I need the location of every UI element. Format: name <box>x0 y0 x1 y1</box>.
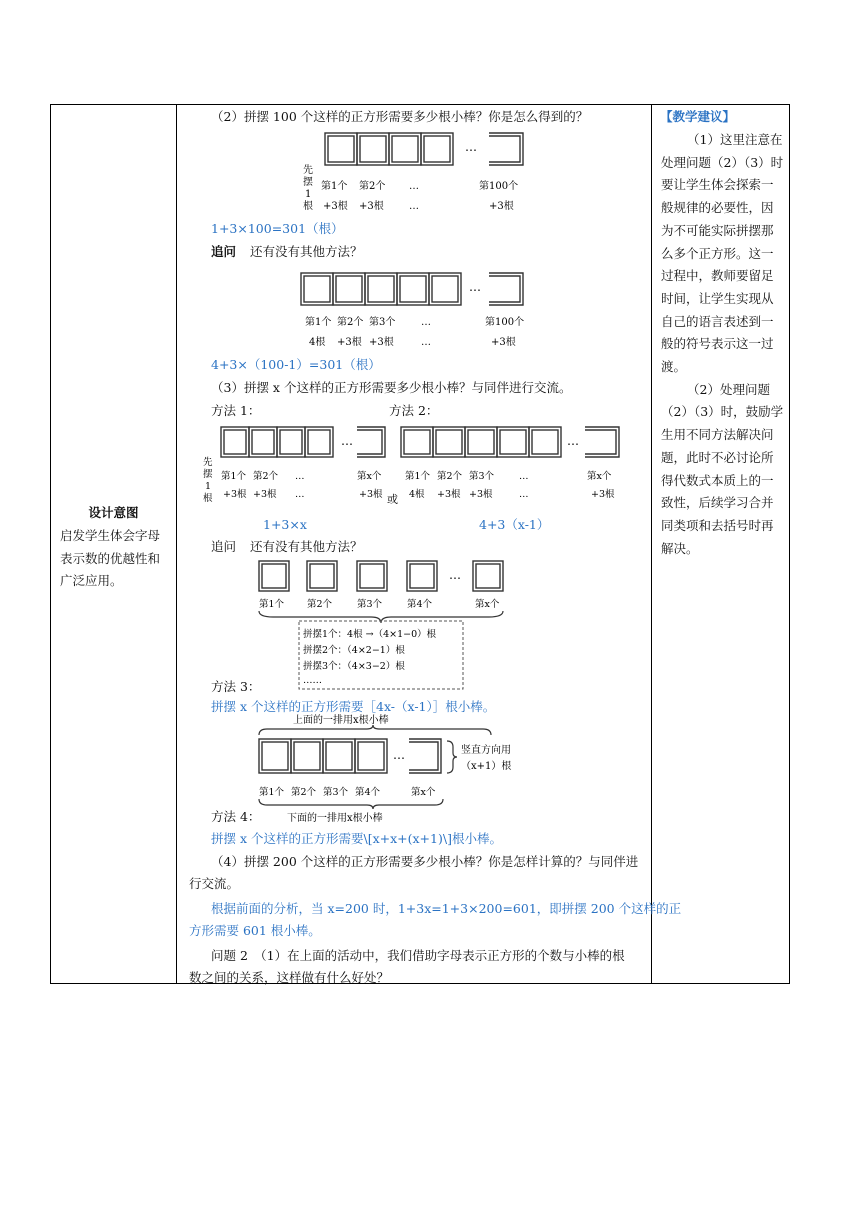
text-line: 得代数式本质上的一 <box>661 472 774 488</box>
count-label: 4根 <box>409 489 425 500</box>
text-line: 解决。 <box>661 540 699 556</box>
text-line: 广泛应用。 <box>60 573 123 588</box>
design-intent-body <box>60 525 160 593</box>
text-line: （1）这里注意在 <box>687 132 783 147</box>
top-row-label: 上面的一排用x根小棒 <box>293 715 389 726</box>
count-label: +3根 <box>491 337 516 348</box>
teaching-suggestion-para1 <box>661 129 783 560</box>
teaching-suggestion-column <box>652 105 791 983</box>
followup-label: 追问 <box>211 539 237 554</box>
count-label: +3根 <box>253 489 277 500</box>
figure-separate-squares <box>253 557 533 691</box>
text-line: 致性，后续学习合并 <box>661 495 774 511</box>
right-brace <box>447 741 457 773</box>
square-label: 第2个 <box>437 471 463 482</box>
design-intent-column <box>51 105 176 983</box>
question-3-text: （3）拼摆 x 个这样的正方形需要多少根小棒？与同伴进行交流。 <box>211 380 572 395</box>
expression-1: 1+3×x <box>263 517 307 532</box>
method-4-label: 方法 4： <box>211 809 261 824</box>
text-line: （4）拼摆 200 个这样的正方形需要多少根小棒？你是怎样计算的？与同伴进 <box>211 854 639 869</box>
square-label: 第3个 <box>369 317 396 328</box>
text-line: 处理问题（2）（3）时 <box>661 154 784 170</box>
method-2-label: 方法 2： <box>389 403 439 418</box>
square-label: 第1个 <box>305 317 332 328</box>
text-line: 自己的语言表述到一 <box>661 313 774 329</box>
count-label: +3根 <box>591 489 615 500</box>
box-line: 拼摆3个：（4×3−2）根 <box>303 661 405 672</box>
count-label: +3根 <box>323 201 348 212</box>
count-label: … <box>295 489 305 500</box>
text-line: 根据前面的分析，当 x=200 时，1+3x=1+3×200=601，即拼摆 200 个这样的正 <box>211 901 682 916</box>
text-line: 表示数的优越性和 <box>60 550 161 566</box>
side-label: 根 <box>303 201 313 212</box>
method-1-label: 方法 1： <box>211 403 261 418</box>
text-line: 为不可能实际拼摆那 <box>661 222 774 238</box>
square-label: 第2个 <box>307 599 333 610</box>
square-label: 第3个 <box>469 471 495 482</box>
text-line: 时间，让学生实现从 <box>661 290 774 306</box>
text-line: 问题 2 （1）在上面的活动中，我们借助字母表示正方形的个数与小棒的根 <box>211 948 625 963</box>
square-label: … <box>295 471 305 482</box>
design-intent-title: 设计意图 <box>88 505 139 520</box>
figure-rows-and-columns <box>257 711 557 823</box>
square-label: 第1个 <box>221 471 247 482</box>
squares-row-method2 <box>401 427 619 457</box>
method-3-label: 方法 3： <box>211 679 261 694</box>
square-label: 第1个 <box>259 599 285 610</box>
squares-row <box>259 739 441 773</box>
square-label: 第x个 <box>475 599 500 610</box>
square-label: 第1个 <box>405 471 431 482</box>
squares-row <box>325 133 523 165</box>
text-line: 生用不同方法解决问 <box>661 427 774 443</box>
question-4-block <box>189 851 682 989</box>
square-label: 第1个 <box>259 787 285 798</box>
count-label: +3根 <box>337 337 362 348</box>
count-label: +3根 <box>223 489 247 500</box>
box-line: 拼摆2个：（4×2−1）根 <box>303 645 405 656</box>
followup-text: 还有没有其他方法？ <box>250 539 363 554</box>
text-line: 数之间的关系，这样做有什么好处？ <box>189 970 390 985</box>
ellipsis: … <box>567 434 579 448</box>
ellipsis: … <box>393 748 405 762</box>
square-label: 第4个 <box>355 787 381 798</box>
square-label: 第1个 <box>321 181 348 192</box>
figure-x-squares-methods-1-2 <box>199 423 649 505</box>
ellipsis: … <box>465 140 477 154</box>
count-label: +3根 <box>469 489 493 500</box>
text-line: （2）（3）时，鼓励学 <box>661 404 784 420</box>
count-label: +3根 <box>359 201 384 212</box>
followup-label: 追问 <box>211 244 237 259</box>
or-label: 或 <box>387 493 398 505</box>
count-label: +3根 <box>437 489 461 500</box>
count-label: +3根 <box>489 201 514 212</box>
square-label: 第x个 <box>357 471 382 482</box>
square-label: 第2个 <box>359 181 386 192</box>
square-label: 第x个 <box>587 471 612 482</box>
text-line: 么多个正方形。这一 <box>661 245 774 261</box>
ellipsis: … <box>449 568 461 582</box>
lesson-table <box>50 104 790 984</box>
side-label: 先 <box>203 457 213 468</box>
text-line: 行交流。 <box>189 876 240 891</box>
side-label: 摆 <box>303 177 313 188</box>
method-3-text: 拼摆 x 个这样的正方形需要［4x-（x-1）］根小棒。 <box>211 699 496 714</box>
vertical-label-2: （x+1）根 <box>461 761 512 772</box>
box-line: …… <box>303 675 322 686</box>
side-label: 1 <box>205 481 212 492</box>
side-label: 1 <box>305 189 312 200</box>
count-label: … <box>421 337 431 348</box>
followup-2 <box>211 537 363 557</box>
square-label: … <box>421 317 431 328</box>
vertical-label-1: 竖直方向用 <box>461 745 511 756</box>
answer-1: 1+3×100=301（根） <box>211 221 344 236</box>
ellipsis: … <box>469 280 481 294</box>
count-label: … <box>409 201 419 212</box>
answer-2: 4+3×（100-1）=301（根） <box>211 357 381 372</box>
count-label: 4根 <box>309 337 326 348</box>
text-line: 同类项和去括号时再 <box>661 517 774 533</box>
count-label: +3根 <box>369 337 394 348</box>
square-label: 第100个 <box>485 317 525 328</box>
square-label: 第2个 <box>337 317 364 328</box>
teaching-suggestion-heading: 【教学建议】 <box>660 109 736 124</box>
text-line: 般的符号表示这一过 <box>661 336 774 352</box>
followup-1 <box>211 242 363 262</box>
side-label: 先 <box>303 165 313 176</box>
square-label: 第2个 <box>291 787 317 798</box>
bottom-brace <box>259 799 443 809</box>
side-label: 根 <box>203 493 213 504</box>
text-line: （2）处理问题 <box>687 381 770 397</box>
text-line: 过程中，教师要留足 <box>661 268 774 284</box>
count-label: … <box>519 489 529 500</box>
square-label: … <box>409 181 419 192</box>
square-label: … <box>519 471 529 482</box>
separate-squares <box>259 561 503 591</box>
squares-row <box>301 273 523 305</box>
figure-100-squares-method2 <box>299 269 539 349</box>
text-line: 般规律的必要性，因 <box>661 200 774 216</box>
text-line: 题，此时不必讨论所 <box>661 449 774 465</box>
top-brace <box>259 725 491 735</box>
text-line: 渡。 <box>661 359 687 375</box>
squares-row-method1 <box>221 427 385 457</box>
side-label: 摆 <box>203 469 213 480</box>
square-label: 第4个 <box>407 599 433 610</box>
text-line: 要让学生体会探索一 <box>661 177 774 193</box>
question-2-text: （2）拼摆 100 个这样的正方形需要多少根小棒？你是怎么得到的？ <box>211 109 589 124</box>
square-label: 第x个 <box>411 787 436 798</box>
square-label: 第2个 <box>253 471 279 482</box>
text-line: 方形需要 601 根小棒。 <box>189 923 321 938</box>
box-line: 拼摆1个：4根 →（4×1−0）根 <box>303 629 437 640</box>
followup-text: 还有没有其他方法？ <box>250 244 363 259</box>
square-label: 第3个 <box>357 599 383 610</box>
expression-2: 4+3（x-1） <box>479 517 550 532</box>
figure-100-squares-method1 <box>299 129 529 219</box>
text-line: 启发学生体会字母 <box>60 528 161 543</box>
method-4-text: 拼摆 x 个这样的正方形需要\[x+x+(x+1)\]根小棒。 <box>211 831 502 846</box>
bottom-row-label: 下面的一排用x根小棒 <box>287 813 383 823</box>
ellipsis: … <box>341 434 353 448</box>
square-label: 第3个 <box>323 787 349 798</box>
count-label: +3根 <box>359 489 383 500</box>
square-label: 第100个 <box>479 181 519 192</box>
